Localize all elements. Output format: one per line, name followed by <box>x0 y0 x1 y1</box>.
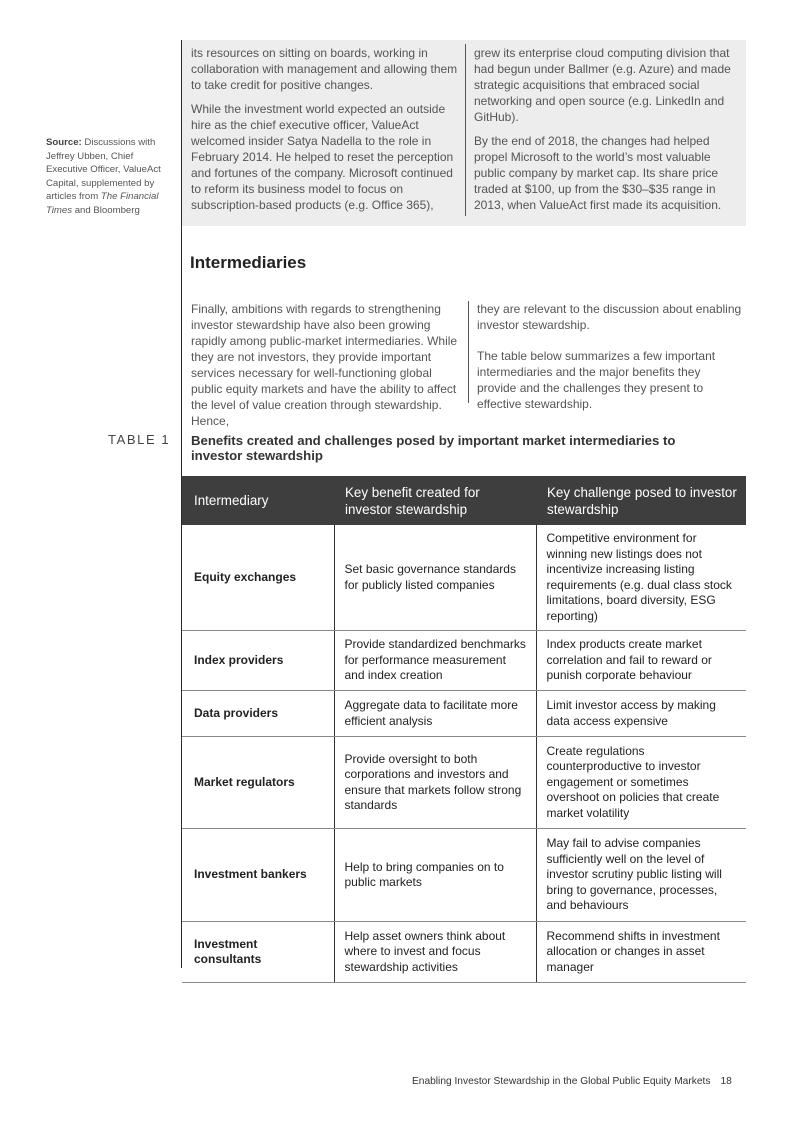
benefit-cell: Aggregate data to facilitate more efficient analysis <box>334 691 536 737</box>
intermediary-cell: Investment bankers <box>182 829 334 922</box>
paragraph: The table below summarizes a few important intermediaries and the major benefits they provide and the challenges they present to effective stewardship. <box>477 349 716 411</box>
intermediary-cell: Index providers <box>182 631 334 691</box>
paragraph: While the investment world expected an outside hire as the chief executive officer, ValueAct welcomed insider Satya Nadella to the role in February 2014. He helped to reset the perception and fortunes of the company. Microsoft continued to reform its business model to focus on subscription-based products (e.g. Office 365), <box>191 102 454 212</box>
benefit-cell: Help asset owners think about where to invest and focus stewardship activities <box>334 922 536 983</box>
paragraph: they are relevant to the discussion about enabling investor stewardship. <box>477 302 742 332</box>
column-divider <box>468 301 469 403</box>
case-study-column-1 <box>191 45 461 221</box>
challenge-cell: May fail to advise companies sufficiently well on the level of investor scrutiny public listing will bring to governance, processes, and behaviours <box>536 829 746 922</box>
intermediaries-table <box>182 476 746 983</box>
benefit-cell: Provide standardized benchmarks for performance measurement and index creation <box>334 631 536 691</box>
paragraph: grew its enterprise cloud computing division that had begun under Ballmer (e.g. Azure) and made strategic acquisitions that embraced social networking and open source (e.g. LinkedIn and GitHub). <box>474 46 731 124</box>
case-study-column-2 <box>474 45 742 221</box>
intermediary-cell: Data providers <box>182 691 334 737</box>
challenge-cell: Competitive environment for winning new listings does not incentivize increasing listing requirements (e.g. dual class stock limitations, board diversity, ESG reporting) <box>536 525 746 631</box>
paragraph: By the end of 2018, the changes had helped propel Microsoft to the world’s most valuable public company by market cap. Its share price traded at $100, up from the $30–$35 range in 2013, when ValueAct first made its acquisition. <box>474 134 722 212</box>
table-label: TABLE 1 <box>108 432 171 447</box>
benefit-cell: Provide oversight to both corporations and investors and ensure that markets follow strong standards <box>334 737 536 829</box>
challenge-cell: Limit investor access by making data access expensive <box>536 691 746 737</box>
table-row <box>182 525 746 631</box>
table-caption: Benefits created and challenges posed by important market intermediaries to investor stewardship <box>191 433 676 463</box>
column-header: Intermediary <box>182 476 334 525</box>
paragraph: Finally, ambitions with regards to strengthening investor stewardship have also been growing rapidly among public-market intermediaries. While they are not investors, they provide important services necessary for well-functioning global public equity markets and have the ability to affect the level of value creation through stewardship. Hence, <box>191 302 458 428</box>
page-number: 18 <box>720 1076 732 1087</box>
challenge-cell: Index products create market correlation and fail to reward or punish corporate behaviour <box>536 631 746 691</box>
benefit-cell: Set basic governance standards for publicly listed companies <box>334 525 536 631</box>
table-row <box>182 737 746 829</box>
challenge-cell: Recommend shifts in investment allocation or changes in asset manager <box>536 922 746 983</box>
intermediaries-column-1 <box>191 301 461 437</box>
column-header: Key challenge posed to investor stewardship <box>536 476 746 525</box>
benefit-cell: Help to bring companies on to public markets <box>334 829 536 922</box>
intermediaries-column-2 <box>477 301 742 420</box>
table-row <box>182 631 746 691</box>
table-row <box>182 922 746 983</box>
table-header-row <box>182 476 746 525</box>
table-row <box>182 691 746 737</box>
page-footer <box>412 1076 732 1087</box>
paragraph: its resources on sitting on boards, working in collaboration with management and allowing them to take credit for positive changes. <box>191 46 458 92</box>
intermediary-cell: Equity exchanges <box>182 525 334 631</box>
challenge-cell: Create regulations counterproductive to investor engagement or sometimes overshoot on policies that create market volatility <box>536 737 746 829</box>
column-divider <box>465 44 466 216</box>
column-header: Key benefit created for investor stewardship <box>334 476 536 525</box>
intermediary-cell: Market regulators <box>182 737 334 829</box>
section-heading: Intermediaries <box>190 253 307 272</box>
source-note: Source: Discussions with Jeffrey Ubben, Chief Executive Officer, ValueAct Capital, supplemented by articles from The Financial Times and Bloomberg <box>46 137 161 216</box>
intermediary-cell: Investment consultants <box>182 922 334 983</box>
footer-title: Enabling Investor Stewardship in the Global Public Equity Markets <box>412 1076 711 1087</box>
table-row <box>182 829 746 922</box>
